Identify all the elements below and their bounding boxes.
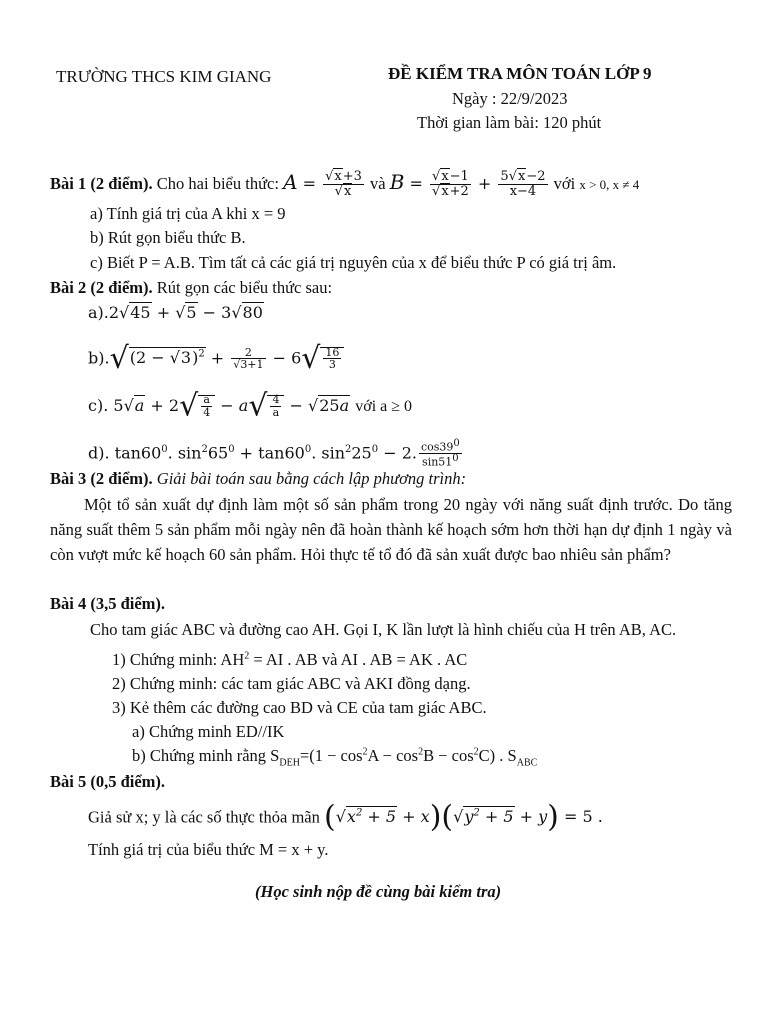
bai3-text: Một tổ sản xuất dự định làm một số sản phẩm trong 20 ngày với năng suất định trước. Do tăng năng suất thêm 5 sản phẩm mỗi ngày nên đã hoàn thành kế hoạch sớm hơn thời hạn dự định 1 ngày và còn vượt mức kế hoạch 60 sản phẩm. Hỏi thực tế tổ đó đã sản xuất được bao nhiêu sản phẩm? [50,495,732,564]
bai2-heading [50,278,332,298]
bai2-part-b: b).√(2 − √ 3)$^2$ + 2 √ 3+1 − 6√ $\frac{16}{3}$ [88,335,344,375]
bai1-cond-word: với [553,174,576,193]
bai2-part-d: d). $\tan 60^0$. $\sin^265^0 + \tan 60^0$. $\sin^225^0 - 2$. $\frac{\cos 39^0}{\sin 51^0}$ [88,438,460,469]
exam-date: Ngày : 22/9/2023 [452,89,568,108]
bai5-label: Bài 5 (0,5 điểm). [50,772,166,791]
bai5-intro-line [88,796,603,835]
bai4-intro: Cho tam giác ABC và đường cao AH. Gọi I, K lần lượt là hình chiếu của H trên AB, AC. [90,620,677,639]
bai1-part-a: a) Tính giá trị của A khi x = 9 [90,204,286,223]
bai4-item-1: 1) Chứng minh: $AH^2$ = AI . AB và AI . AB = AK . AC [112,650,468,669]
bai2-c-cond: với a ≥ 0 [355,398,413,415]
bai2-part-c: c). 5√ a + 2√ $\frac{a}{4}$ − a√ $\frac{4}{a}$ − √ 25a với a ≥ 0 [88,386,412,426]
expr-a: A = √ x+3 √ x [283,174,366,193]
bai1-intro: Cho hai biểu thức: [156,174,279,193]
bai3-heading [50,469,466,489]
bai1-label: Bài 1 (2 điểm). [50,174,153,193]
expr-b: B = √ x−1 √ x+2 + $\frac{5√ x-2}{x-4}$ [390,174,550,193]
bai2-intro: Rút gọn các biểu thức sau: [156,278,333,297]
bai4-item-2: 2) Chứng minh: các tam giác ABC và AKI đồng dạng. [112,674,471,693]
bai3-intro: Giải bài toán sau bằng cách lập phương trình: [156,469,467,488]
bai5-intro: Giả sử x; y là các số thực thỏa mãn [88,807,320,827]
bai1-cond: x > 0, x ≠ 4 [579,177,640,192]
bai3-label: Bài 3 (2 điểm). [50,469,153,488]
bai4-item-3: 3) Kẻ thêm các đường cao BD và CE của tam giác ABC. [112,698,487,717]
bai1-part-b: b) Rút gọn biểu thức B. [90,228,246,247]
bai2-label: Bài 2 (2 điểm). [50,278,153,297]
bai2-part-a: a).2√ 45 + √ 5 − 3√ 80 [88,303,264,322]
bai1-heading [50,162,639,202]
bai4-item-3a: a) Chứng minh ED//IK [132,722,285,741]
exam-title: ĐỀ KIỂM TRA MÔN TOÁN LỚP 9 [388,64,652,83]
bai5-equation: (√ $x^2 + 5 + x)(√$ $y^2 + 5 + y) = 5$ . [324,807,603,826]
bai1-and: và [370,174,386,193]
school-name: TRƯỜNG THCS KIM GIANG [56,67,272,86]
bai5-ask: Tính giá trị của biểu thức M = x + y. [88,840,329,859]
bai1-part-c: c) Biết P = A.B. Tìm tất cả các giá trị nguyên của x để biểu thức P có giá trị âm. [90,253,617,272]
bai4-item-3b: b) Chứng minh rằng $S_{DEH}=(1 - \cos^2A - \cos^2B - \cos^2C)$ . $S_{ABC}$ [132,746,538,769]
exam-duration: Thời gian làm bài: 120 phút [417,113,602,132]
bai4-label: Bài 4 (3,5 điểm). [50,594,166,613]
footer-note: (Học sinh nộp đề cùng bài kiểm tra) [255,882,502,901]
